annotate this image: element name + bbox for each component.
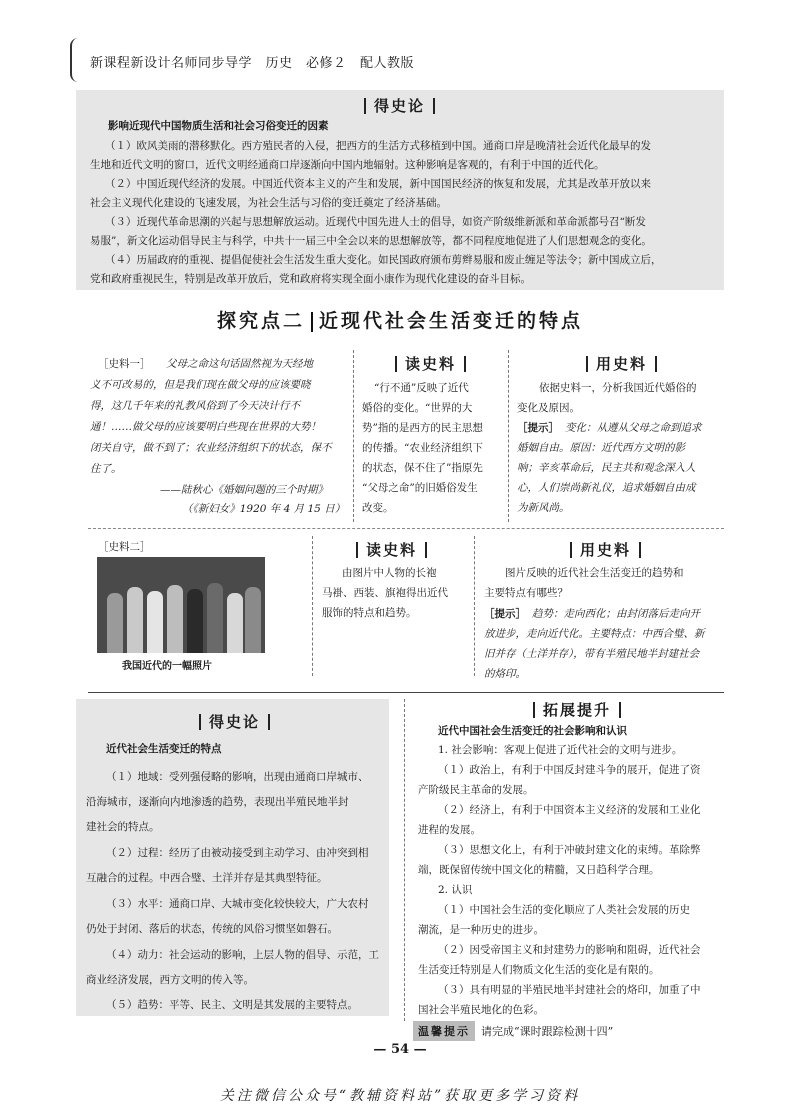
page-number: — 54 — (373, 1042, 427, 1057)
extension-line: 进程的发展。 (418, 824, 481, 836)
box1-tag: 得史论 (364, 98, 435, 114)
warm-tip-text: 请完成“课时跟踪检测十四” (481, 1025, 614, 1038)
source2-read-line: 由图片中人物的长袍 (342, 567, 437, 579)
box1-title: 影响近现代中国物质生活和社会习俗变迁的因素 (108, 120, 329, 132)
source1-tip-line: 响；辛亥革命后，民主共和观念深入人 (517, 462, 696, 474)
source1-tip-line: 变化：从遵从父母之命到追求 (565, 422, 702, 434)
source1-label: ［史料一］ (98, 358, 151, 370)
box2-tag: 得史论 (199, 714, 270, 730)
source1-use-line: 变化及原因。 (517, 402, 580, 414)
extension-line: 潮流，是一种历史的进步。 (418, 924, 544, 936)
extension-line: 1. 社会影响：客观上促进了近代社会的文明与进步。 (438, 744, 683, 756)
source1-citation: ——陆秋心《婚姻问题的三个时期》 (160, 484, 328, 496)
box1-line: 生地和近代文明的窗口，近代文明经通商口岸逐渐向中国内地辐射。这种影响是客观的，有利于中国的近代化。 (90, 159, 605, 171)
warm-tip (413, 1020, 613, 1041)
source2-tip-line: 旧并存（土洋并存），带有半殖民地半封建社会 (484, 648, 700, 660)
source1-read-line: 婚俗的变化。“世界的大 (362, 402, 473, 414)
source1-line: 通！……做父母的应该要明白些现在世界的大势！ (90, 421, 321, 433)
extension-line: （２）经济上，有利于中国资本主义经济的发展和工业化 (438, 804, 701, 816)
source2-tip-line: 的烙印。 (484, 668, 526, 680)
source2-use-line: 主要特点有哪些？ (484, 587, 568, 599)
column-divider (353, 350, 354, 522)
column-divider (404, 699, 405, 1021)
source1-read-line: 势”指的是西方的民主思想 (362, 422, 483, 434)
box1-line: 易服”，新文化运动倡导民主与科学，中共十一届三中全会以来的思想解放等，都不同程度地促进了人们思想观念的变化。 (90, 235, 652, 247)
source1-tip-line: 心，人们崇尚新礼仪，追求婚姻自由成 (517, 482, 696, 494)
extension-line: （３）思想文化上，有利于冲破封建文化的束缚。革除弊 (438, 844, 701, 856)
box2-line: 互融合的过程。中西合璧、土洋并存是其典型特征。 (86, 872, 328, 884)
source2-label: ［史料二］ (98, 541, 151, 553)
source1-tip-line: 婚姻自由。原因：近代西方文明的影 (517, 442, 685, 454)
source1-use-line: 依据史料一，分析我国近代婚俗的 (539, 382, 697, 394)
extension-line: 2. 认识 (438, 884, 473, 896)
extension-title: 近代中国社会生活变迁的社会影响和认识 (438, 725, 627, 737)
box1-line: 党和政府重视民生，特别是改革开放后，党和政府将实现全面小康作为现代化建设的奋斗目标。 (90, 273, 531, 285)
column-divider (508, 350, 509, 522)
box2-title: 近代社会生活变迁的特点 (106, 743, 222, 755)
box2-line: 仍处于封闭、落后的状态，传统的风俗习惯坚如磐石。 (86, 923, 338, 935)
source1-read-line: 的状态，保不住了”指原先 (362, 462, 483, 474)
source1-line: 住了。 (90, 463, 122, 475)
source1-tip-label: ［提示］ (517, 422, 559, 434)
box1-line: （２）中国近现代经济的发展。中国近代资本主义的产生和发展，新中国国民经济的恢复和发展，尤其是改革开放以来 (105, 178, 651, 190)
extension-line: （１）中国社会生活的变化顺应了人类社会发展的历史 (438, 904, 690, 916)
extension-line: 国社会半殖民地化的色彩。 (418, 1004, 544, 1016)
source1-read-line: 的传播。“农业经济组织下 (362, 442, 483, 454)
source1-use-tag: 用史料 (586, 356, 657, 372)
box2-line: （５）趋势：平等、民主、文明是其发展的主要特点。 (106, 999, 358, 1011)
source2-use-line: 图片反映的近代社会生活变迁的趋势和 (505, 567, 684, 579)
source2-use-tag: 用史料 (570, 542, 641, 558)
box1-line: （４）历届政府的重视、提倡促使社会生活发生重大变化。如民国政府颁布剪辫易服和废止缠足等法令；新中国成立后， (105, 254, 662, 266)
row-divider (88, 692, 724, 693)
historical-photo (97, 557, 265, 653)
box2-line: 建社会的特点。 (86, 821, 160, 833)
source1-read-tag: 读史料 (395, 356, 466, 372)
header-decoration (70, 38, 78, 82)
box2-line: （２）过程：经历了由被动接受到主动学习、由冲突到相 (106, 847, 369, 859)
source2-read-line: 服饰的特点和趋势。 (322, 607, 417, 619)
source2-tip-label: ［提示］ (484, 608, 526, 620)
section-title (0, 306, 800, 333)
box2-line: （４）动力：社会运动的影响，上层人物的倡导、示范，工 (106, 949, 379, 961)
extension-line: 生活变迁特别是人们物质文化生活的变化是有限的。 (418, 964, 660, 976)
box2-line: 沿海城市，逐渐向内地渗透的趋势，表现出半殖民地半封 (86, 796, 349, 808)
source1-line: 闭关自守，做不到了；农业经济组织下的状态，保不 (90, 442, 332, 454)
source1-line: 义不可改易的，但是我们现在做父母的应该要晓 (90, 379, 311, 391)
extension-line: 产阶级民主革命的发展。 (418, 784, 534, 796)
column-divider (312, 536, 313, 676)
box1-line: 社会主义现代化建设的飞速发展，为社会生活与习俗的变迁奠定了经济基础。 (90, 197, 447, 209)
source2-read-line: 马褂、西装、旗袍得出近代 (322, 587, 448, 599)
source2-tip-line: 趋势：走向西化；由封闭落后走向开 (532, 608, 700, 620)
box2-line: （１）地域：受列强侵略的影响，出现由通商口岸城市、 (106, 771, 369, 783)
source1-read-line: 改变。 (362, 502, 394, 514)
extension-tag: 拓展提升 (533, 702, 621, 718)
source1-line: 父母之命这句话固然视为天经地 (166, 358, 313, 370)
section-title-right: 近现代社会生活变迁的特点 (319, 310, 584, 332)
footer-note: 关注微信公众号“教辅资料站”获取更多学习资料 (219, 1088, 581, 1104)
photo-caption: 我国近代的一幅照片 (122, 661, 212, 672)
extension-line: （１）政治上，有利于中国反封建斗争的展开，促进了资 (438, 764, 701, 776)
box1-line: （３）近现代革命思潮的兴起与思想解放运动。近现代中国先进人士的倡导，如资产阶级维新派和革命派都号召“断发 (105, 216, 646, 228)
source1-read-line: “父母之命”的旧婚俗发生 (362, 482, 478, 494)
source1-tip-line: 为新风尚。 (517, 502, 570, 514)
box2-line: （３）水平：通商口岸、大城市变化较快较大，广大农村 (106, 898, 369, 910)
extension-line: 端，既保留传统中国文化的精髓，又日趋科学合理。 (418, 864, 660, 876)
extension-line: （２）因受帝国主义和封建势力的影响和阻碍，近代社会 (438, 944, 701, 956)
row-divider (88, 528, 724, 529)
source2-tip-line: 放进步，走向近代化。主要特点：中西合璧、新 (484, 628, 705, 640)
section-title-divider (311, 312, 313, 332)
section-title-left: 探究点二 (216, 310, 305, 332)
box1-line: （１）欧风美雨的潜移默化。西方殖民者的入侵，把西方的生活方式移植到中国。通商口岸是晚清社会近代化最早的发 (105, 140, 651, 152)
extension-line: （３）具有明显的半殖民地半封建社会的烙印，加重了中 (438, 984, 701, 996)
source2-read-tag: 读史料 (356, 542, 427, 558)
running-header: 新课程新设计名师同步导学 历史 必修２ 配人教版 (90, 56, 415, 71)
warm-tip-label: 温馨提示 (413, 1021, 475, 1041)
source1-line: 得，这几千年来的礼教风俗到了今天决计行不 (90, 400, 300, 412)
box2-line: 商业经济发展，西方文明的传入等。 (86, 974, 254, 986)
column-divider (474, 536, 475, 676)
source1-read-line: “行不通”反映了近代 (374, 382, 469, 394)
source1-citation-date: （《新妇女》1920 年 4 月 15 日） (182, 503, 346, 515)
